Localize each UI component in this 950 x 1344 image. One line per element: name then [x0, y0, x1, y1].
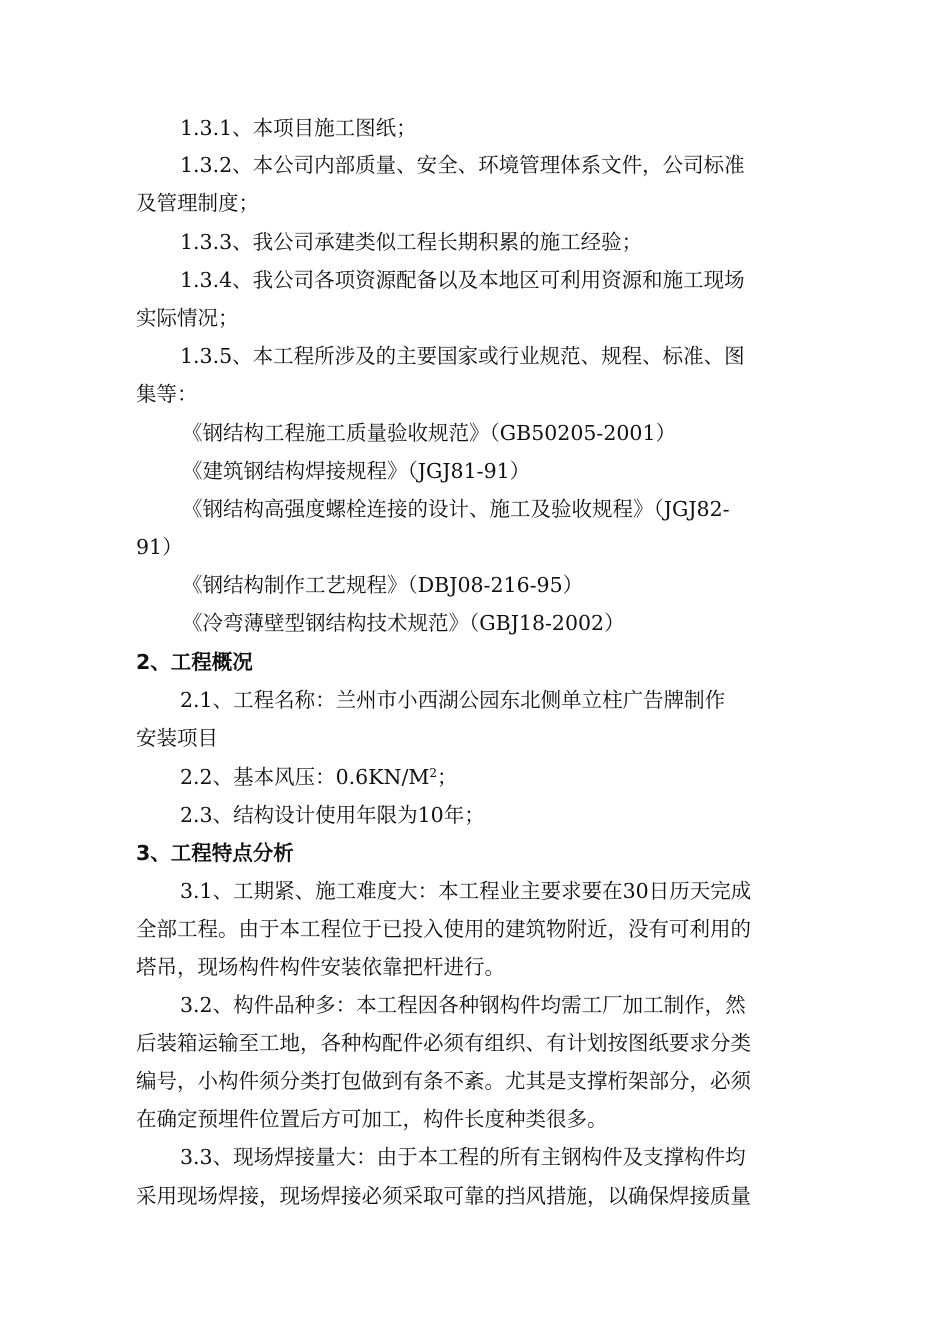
wind-pressure-value: 0.6KN/M	[335, 765, 430, 789]
section-2-heading: 2、工程概况	[136, 650, 253, 674]
item-number: 3.1、	[180, 879, 234, 903]
standard-code: （GB50205-2001）	[489, 421, 677, 445]
item-2-1	[180, 686, 725, 714]
standard-item	[182, 571, 583, 599]
standard-code: （GBJ18-2002）	[469, 611, 625, 635]
standard-name: 《钢结构工程施工质量验收规范》	[182, 421, 490, 445]
standard-item-cont: 91）	[136, 535, 183, 559]
superscript: 2	[429, 766, 438, 780]
item-number: 1.3.4、	[180, 268, 253, 292]
item-text: 本公司内部质量、安全、环境管理体系文件，公司标准	[252, 153, 745, 177]
item-3-2-cont: 编号，小构件须分类打包做到有条不紊。尤其是支撑桁架部分，必须	[136, 1069, 751, 1093]
standard-item	[182, 457, 530, 485]
item-end: ；	[437, 765, 458, 789]
item-3-2	[180, 991, 746, 1019]
standard-item	[182, 495, 730, 523]
standard-item	[182, 609, 625, 637]
item-text: 本项目施工图纸；	[252, 116, 417, 140]
item-2-3	[180, 801, 485, 829]
item-number: 1.3.1、	[180, 116, 253, 140]
standard-code: （DBJ08-216-95）	[407, 573, 584, 597]
item-1-3-4	[180, 266, 745, 294]
item-1-3-5	[180, 342, 745, 370]
section-3-heading: 3、工程特点分析	[136, 841, 294, 865]
item-1-3-3	[180, 228, 642, 256]
item-2-2	[180, 763, 458, 791]
item-text: 结构设计使用年限为10年；	[233, 803, 485, 827]
item-1-3-4-cont: 实际情况；	[136, 306, 239, 330]
standard-name: 《建筑钢结构焊接规程》	[182, 459, 408, 483]
item-text: 工期紧、施工难度大：本工程业主要求要在30日历天完成	[233, 879, 752, 903]
item-2-1-cont: 安装项目	[136, 726, 218, 750]
standard-code: （JGJ82-	[653, 497, 730, 521]
item-3-1-cont: 塔吊，现场构件构件安装依靠把杆进行。	[136, 955, 505, 979]
item-number: 1.3.5、	[180, 344, 253, 368]
standard-item	[182, 419, 676, 447]
item-number: 3.2、	[180, 993, 234, 1017]
item-number: 3.3、	[180, 1145, 234, 1169]
item-3-2-cont: 后装箱运输至工地，各种构配件必须有组织、有计划按图纸要求分类	[136, 1031, 751, 1055]
item-1-3-5-cont: 集等：	[136, 382, 198, 406]
item-text: 我公司承建类似工程长期积累的施工经验；	[252, 230, 643, 254]
standard-name: 《钢结构制作工艺规程》	[182, 573, 408, 597]
item-number: 2.1、	[180, 688, 234, 712]
standard-code: （JGJ81-91）	[407, 459, 531, 483]
item-text: 我公司各项资源配备以及本地区可利用资源和施工现场	[252, 268, 745, 292]
item-3-2-cont: 在确定预埋件位置后方可加工，构件长度种类很多。	[136, 1107, 608, 1131]
standard-name: 《冷弯薄壁型钢结构技术规范》	[182, 611, 469, 635]
item-3-1	[180, 877, 751, 905]
item-label: 基本风压：	[233, 765, 336, 789]
item-3-3	[180, 1143, 746, 1171]
item-1-3-2-cont: 及管理制度；	[136, 191, 259, 215]
standard-name: 《钢结构高强度螺栓连接的设计、施工及验收规程》	[182, 497, 654, 521]
item-text: 构件品种多：本工程因各种钢构件均需工厂加工制作，然	[233, 993, 746, 1017]
item-text: 工程名称：兰州市小西湖公园东北侧单立柱广告牌制作	[233, 688, 726, 712]
item-text: 现场焊接量大：由于本工程的所有主钢构件及支撑构件均	[233, 1145, 746, 1169]
item-1-3-1	[180, 114, 417, 142]
item-3-1-cont: 全部工程。由于本工程位于已投入使用的建筑物附近，没有可利用的	[136, 917, 751, 941]
item-text: 本工程所涉及的主要国家或行业规范、规程、标准、图	[252, 344, 745, 368]
item-3-3-cont: 采用现场焊接，现场焊接必须采取可靠的挡风措施，以确保焊接质量	[136, 1184, 751, 1208]
item-number: 2.2、	[180, 765, 234, 789]
item-number: 2.3、	[180, 803, 234, 827]
item-number: 1.3.2、	[180, 153, 253, 177]
item-1-3-2	[180, 151, 745, 179]
item-number: 1.3.3、	[180, 230, 253, 254]
